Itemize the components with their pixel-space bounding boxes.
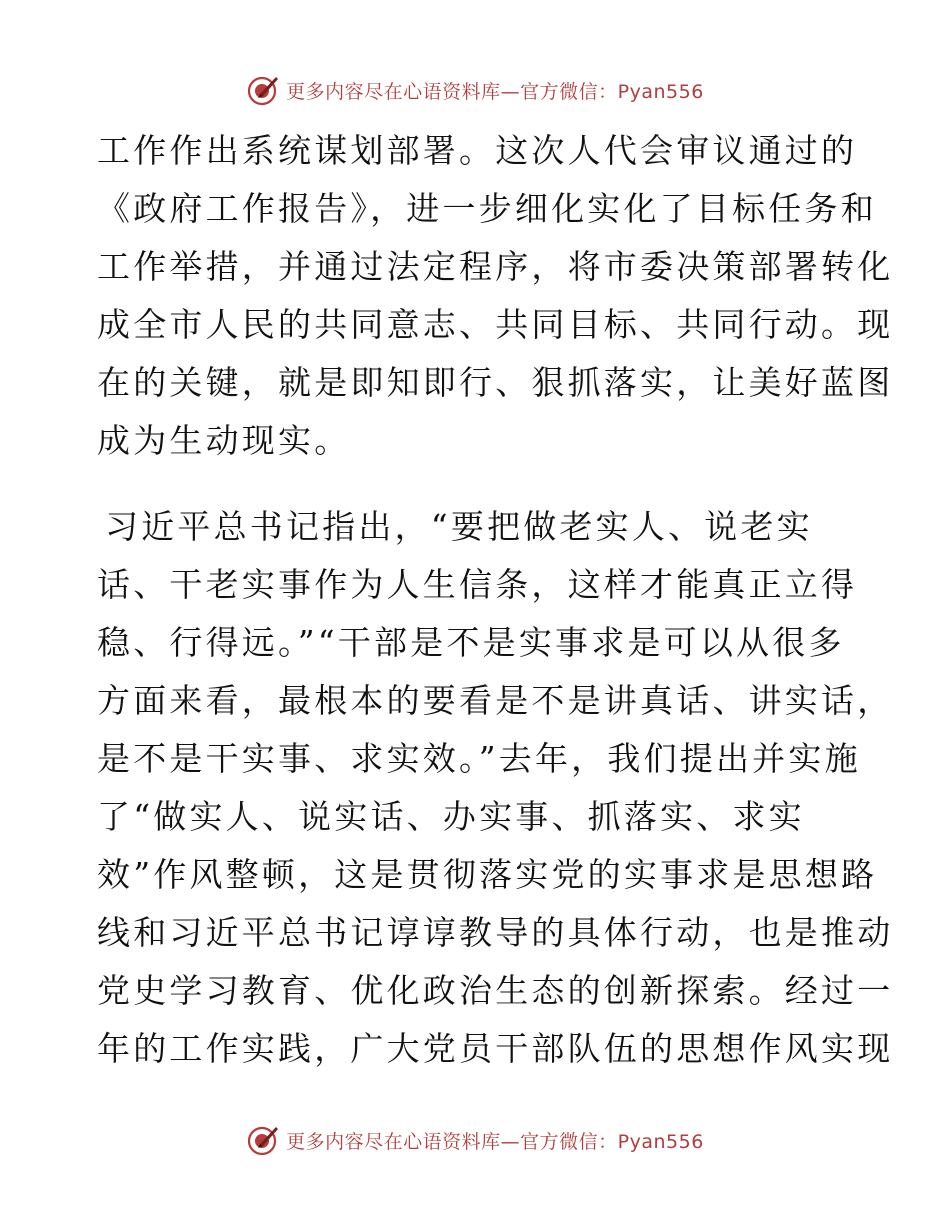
paragraph-2 (97, 498, 894, 1078)
text-line: 是不是干实事、求实效。”去年，我们提出并实施 (97, 739, 861, 778)
text-line: 话、干老实事作为人生信条，这样才能真正立得 (97, 565, 858, 604)
text-line: 工作举措，并通过法定程序，将市委决策部署转化 (97, 247, 894, 286)
text-line: 《政府工作报告》，进一步细化实化了目标任务和 (97, 189, 877, 228)
text-line: 习近平总书记指出，“要把做老实人、说老实 (105, 507, 813, 546)
header-banner (0, 70, 950, 110)
text-line: 方面来看，最根本的要看是不是讲真话、讲实话， (97, 681, 894, 720)
text-line: 成全市人民的共同意志、共同目标、共同行动。现 (97, 305, 894, 344)
banner-text: 更多内容尽在心语资料库—官方微信：Pyan556 (286, 80, 704, 103)
text-line: 党史学习教育、优化政治生态的创新探索。经过一 (97, 971, 894, 1010)
text-line: 年的工作实践，广大党员干部队伍的思想作风实现 (97, 1029, 894, 1068)
text-line: 成为生动现实。 (97, 421, 351, 460)
pen-logo-icon (246, 73, 280, 107)
banner-text: 更多内容尽在心语资料库—官方微信：Pyan556 (286, 1130, 704, 1153)
pen-logo-icon (246, 1123, 280, 1157)
text-line: 了“做实人、说实话、办实事、抓落实、求实 (97, 797, 805, 836)
footer-banner (0, 1120, 950, 1160)
paragraph-gap (97, 470, 857, 498)
text-line: 线和习近平总书记谆谆教导的具体行动，也是推动 (97, 913, 894, 952)
document-body (97, 122, 894, 1078)
paragraph-1 (97, 122, 894, 470)
text-line: 工作作出系统谋划部署。这次人代会审议通过的 (97, 131, 858, 170)
text-line: 在的关键，就是即知即行、狠抓落实，让美好蓝图 (97, 363, 894, 402)
text-line: 效”作风整顿，这是贯彻落实党的实事求是思想路 (97, 855, 878, 894)
text-line: 稳、行得远。”“干部是不是实事求是可以从很多 (97, 623, 845, 662)
